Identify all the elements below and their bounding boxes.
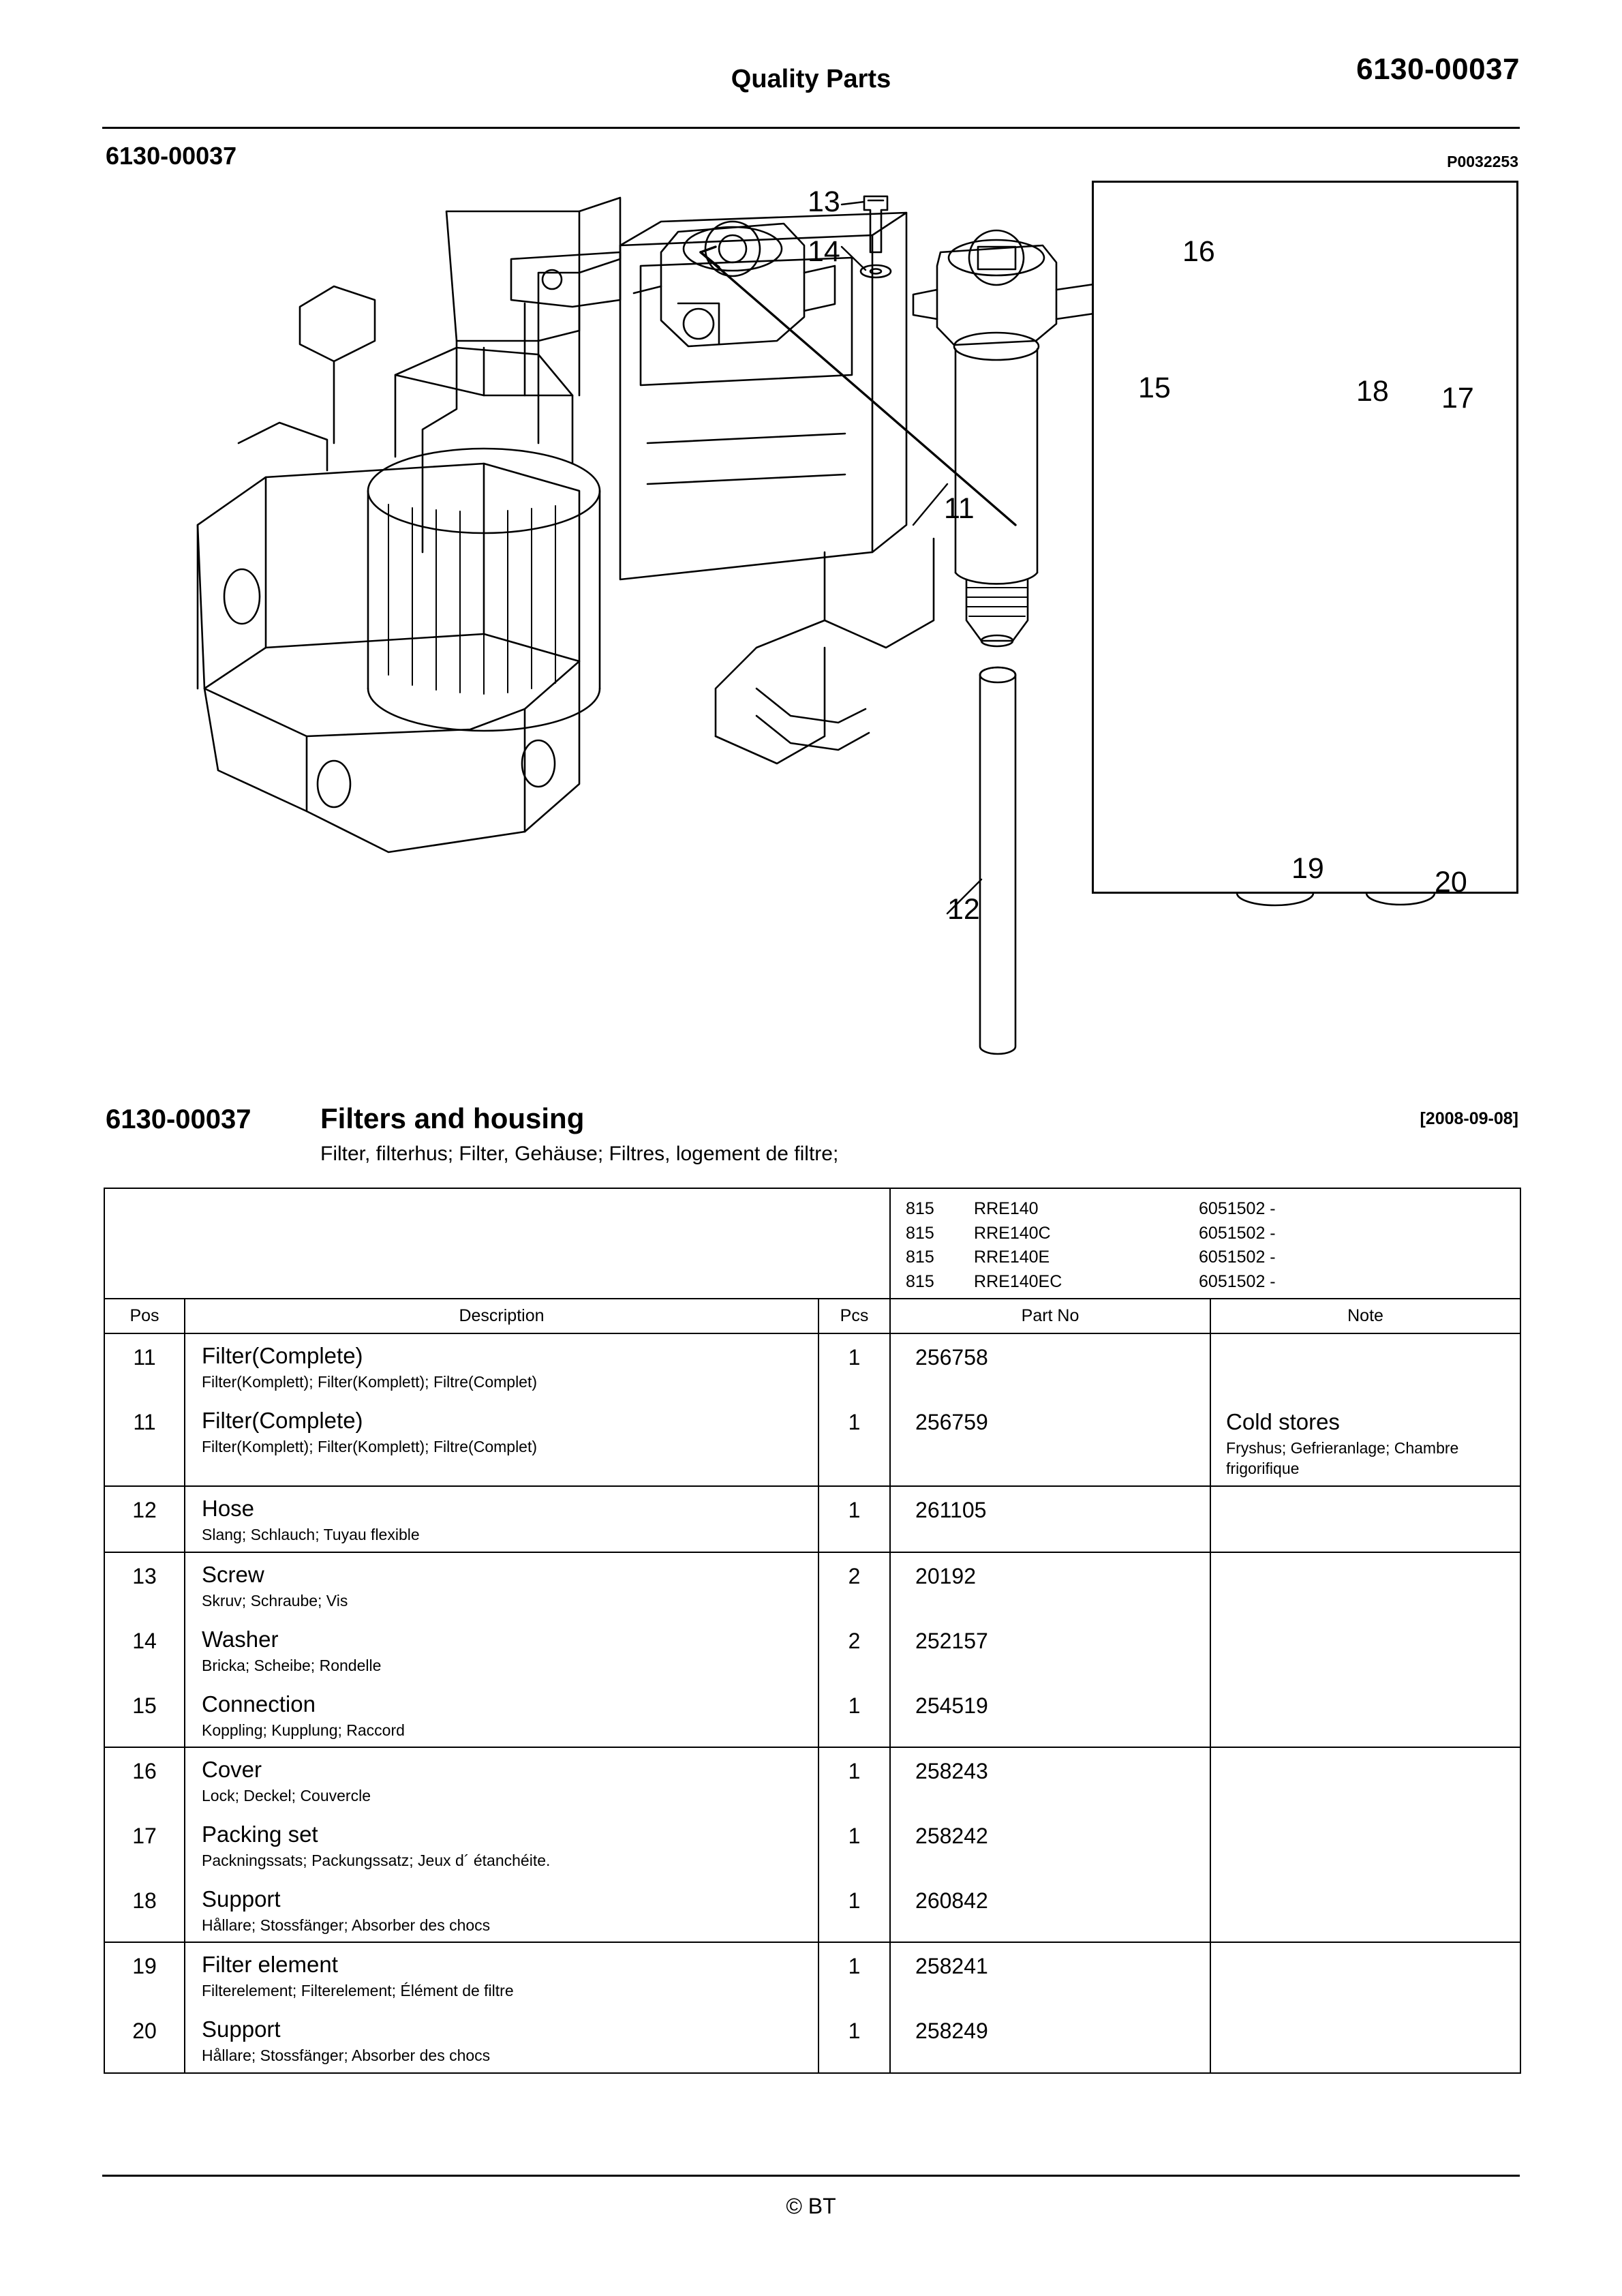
header-part-code: 6130-00037 (1356, 52, 1520, 86)
description-main: Cover (202, 1757, 262, 1783)
section-date: [2008-09-08] (1420, 1109, 1518, 1128)
description-main: Packing set (202, 1821, 318, 1847)
model-serial: 6051502 - (1199, 1248, 1276, 1267)
cell-pos: 11 (104, 1333, 185, 1399)
table-row (104, 1618, 1520, 1682)
callout-14: 14 (808, 235, 840, 268)
section-code: 6130-00037 (106, 1104, 251, 1134)
footer-copyright: © BT (786, 2194, 836, 2218)
note-translations (1226, 1629, 1520, 1632)
note-translations: Fryshus; Gefrieranlage; Chambre frigorifique (1226, 1438, 1459, 1477)
description-translations: Lock; Deckel; Couvercle (202, 1787, 371, 1805)
table-row (104, 1942, 1520, 2008)
model-name: RRE140C (974, 1223, 1051, 1243)
description-translations: Filterelement; Filterelement; Élément de filtre (202, 1982, 514, 2000)
column-header-pos: Pos (104, 1299, 185, 1333)
models-list-cell (890, 1188, 1520, 1299)
cell-pos: 12 (104, 1486, 185, 1552)
callout-17: 17 (1441, 382, 1474, 414)
cell-description (185, 1747, 818, 1813)
note-main: Cold stores (1226, 1408, 1340, 1434)
cell-part-no: 260842 (890, 1877, 1210, 1943)
cell-note (1210, 1942, 1520, 2008)
callout-11: 11 (944, 492, 975, 525)
note-translations (1226, 1888, 1520, 1892)
note-translations (1226, 1759, 1520, 1762)
cell-part-no: 254519 (890, 1682, 1210, 1748)
model-serial: 6051502 - (1199, 1199, 1276, 1218)
note-translations (1226, 1824, 1520, 1827)
cell-part-no: 258243 (890, 1747, 1210, 1813)
description-main: Washer (202, 1626, 279, 1652)
cell-pos: 11 (104, 1399, 185, 1487)
cell-pos: 19 (104, 1942, 185, 2008)
cell-pos: 17 (104, 1813, 185, 1877)
cell-pcs: 2 (818, 1552, 890, 1618)
inset-detail-box (1092, 181, 1518, 894)
cell-description (185, 1333, 818, 1399)
model-code: 815 (906, 1248, 934, 1267)
page-header (102, 52, 1520, 112)
cell-description (185, 1682, 818, 1748)
description-main: Support (202, 1886, 281, 1912)
callout-13: 13 (808, 185, 840, 218)
description-main: Screw (202, 1562, 264, 1588)
cell-pos: 16 (104, 1747, 185, 1813)
table-row (104, 1682, 1520, 1748)
note-translations (1226, 1954, 1520, 1957)
parts-table (104, 1188, 1521, 2074)
cell-note (1210, 1682, 1520, 1748)
cell-description (185, 2008, 818, 2073)
cell-part-no: 258241 (890, 1942, 1210, 2008)
table-row (104, 1399, 1520, 1487)
cell-pcs: 1 (818, 1333, 890, 1399)
cell-description (185, 1942, 818, 2008)
exploded-view-figure (102, 170, 1520, 1084)
cell-note (1210, 1813, 1520, 1877)
drawing-number: P0032253 (1447, 153, 1518, 170)
description-main: Filter(Complete) (202, 1407, 363, 1433)
table-row (104, 1813, 1520, 1877)
note-translations (1226, 2019, 1520, 2022)
cell-note (1210, 1747, 1520, 1813)
model-entry (891, 1197, 1520, 1222)
note-translations (1226, 1693, 1520, 1697)
table-row (104, 1747, 1520, 1813)
models-row (104, 1188, 1520, 1299)
description-main: Support (202, 2016, 281, 2042)
note-translations (1226, 1498, 1520, 1501)
cell-pos: 14 (104, 1618, 185, 1682)
cell-note (1210, 1486, 1520, 1552)
description-translations: Koppling; Kupplung; Raccord (202, 1721, 405, 1739)
cell-part-no: 252157 (890, 1618, 1210, 1682)
cell-description (185, 1552, 818, 1618)
callout-15: 15 (1138, 372, 1171, 404)
model-name: RRE140EC (974, 1271, 1062, 1291)
cell-pcs: 1 (818, 1877, 890, 1943)
figure-code: 6130-00037 (106, 142, 237, 170)
cell-note (1210, 1333, 1520, 1399)
cell-pos: 20 (104, 2008, 185, 2073)
table-row (104, 1877, 1520, 1943)
model-code: 815 (906, 1271, 934, 1291)
description-main: Filter element (202, 1952, 338, 1978)
cell-description (185, 1399, 818, 1487)
cell-description (185, 1618, 818, 1682)
footer-divider (102, 2175, 1520, 2177)
cell-pcs: 1 (818, 1813, 890, 1877)
column-header-pcs: Pcs (818, 1299, 890, 1333)
cell-description (185, 1877, 818, 1943)
cell-note (1210, 1618, 1520, 1682)
column-header-note: Note (1210, 1299, 1520, 1333)
cell-part-no: 256759 (890, 1399, 1210, 1487)
section-title: Filters and housing (320, 1102, 585, 1134)
models-blank-cell (104, 1188, 890, 1299)
description-translations: Bricka; Scheibe; Rondelle (202, 1656, 382, 1674)
model-name: RRE140 (974, 1199, 1039, 1218)
cell-note (1210, 1552, 1520, 1618)
description-main: Connection (202, 1691, 316, 1717)
callout-20: 20 (1435, 866, 1467, 898)
cell-pos: 13 (104, 1552, 185, 1618)
cell-note (1210, 2008, 1520, 2073)
cell-note (1210, 1399, 1520, 1487)
cell-pcs: 1 (818, 2008, 890, 2073)
model-entry (891, 1270, 1520, 1295)
table-row (104, 1333, 1520, 1399)
callout-16: 16 (1182, 235, 1215, 268)
column-header-description: Description (185, 1299, 818, 1333)
table-row (104, 1552, 1520, 1618)
callout-12: 12 (947, 893, 980, 926)
description-translations: Slang; Schlauch; Tuyau flexible (202, 1526, 420, 1544)
cell-note (1210, 1877, 1520, 1943)
cell-pcs: 1 (818, 1682, 890, 1748)
note-translations (1226, 1345, 1520, 1348)
cell-pos: 15 (104, 1682, 185, 1748)
model-entry (891, 1245, 1520, 1270)
cell-description (185, 1813, 818, 1877)
column-header-part-no: Part No (890, 1299, 1210, 1333)
table-row (104, 1486, 1520, 1552)
callout-19: 19 (1291, 852, 1324, 885)
section-subtitle: Filter, filterhus; Filter, Gehäuse; Filtres, logement de filtre; (320, 1143, 839, 1165)
model-serial: 6051502 - (1199, 1223, 1276, 1243)
description-translations: Hållare; Stossfänger; Absorber des chocs (202, 1916, 491, 1934)
model-code: 815 (906, 1199, 934, 1218)
table-row (104, 2008, 1520, 2073)
cell-part-no: 20192 (890, 1552, 1210, 1618)
model-code: 815 (906, 1223, 934, 1243)
cell-pcs: 1 (818, 1486, 890, 1552)
cell-description (185, 1486, 818, 1552)
header-divider (102, 127, 1520, 129)
description-translations: Filter(Komplett); Filter(Komplett); Filtre(Complet) (202, 1437, 538, 1455)
cell-part-no: 261105 (890, 1486, 1210, 1552)
note-translations (1226, 1564, 1520, 1567)
page-title: Quality Parts (731, 65, 891, 93)
cell-part-no: 258249 (890, 2008, 1210, 2073)
description-main: Hose (202, 1496, 255, 1522)
cell-pcs: 1 (818, 1747, 890, 1813)
cell-pos: 18 (104, 1877, 185, 1943)
model-serial: 6051502 - (1199, 1271, 1276, 1291)
model-name: RRE140E (974, 1248, 1050, 1267)
description-translations: Skruv; Schraube; Vis (202, 1592, 348, 1610)
callout-18: 18 (1356, 375, 1389, 408)
description-translations: Hållare; Stossfänger; Absorber des chocs (202, 2046, 491, 2065)
cell-part-no: 258242 (890, 1813, 1210, 1877)
description-translations: Filter(Komplett); Filter(Komplett); Filtre(Complet) (202, 1372, 538, 1391)
description-main: Filter(Complete) (202, 1343, 363, 1368)
model-entry (891, 1222, 1520, 1246)
cell-pcs: 1 (818, 1399, 890, 1487)
cell-pcs: 1 (818, 1942, 890, 2008)
table-header-row (104, 1299, 1520, 1333)
cell-pcs: 2 (818, 1618, 890, 1682)
description-translations: Packningssats; Packungssatz; Jeux d´ étanchéite. (202, 1851, 551, 1869)
cell-part-no: 256758 (890, 1333, 1210, 1399)
